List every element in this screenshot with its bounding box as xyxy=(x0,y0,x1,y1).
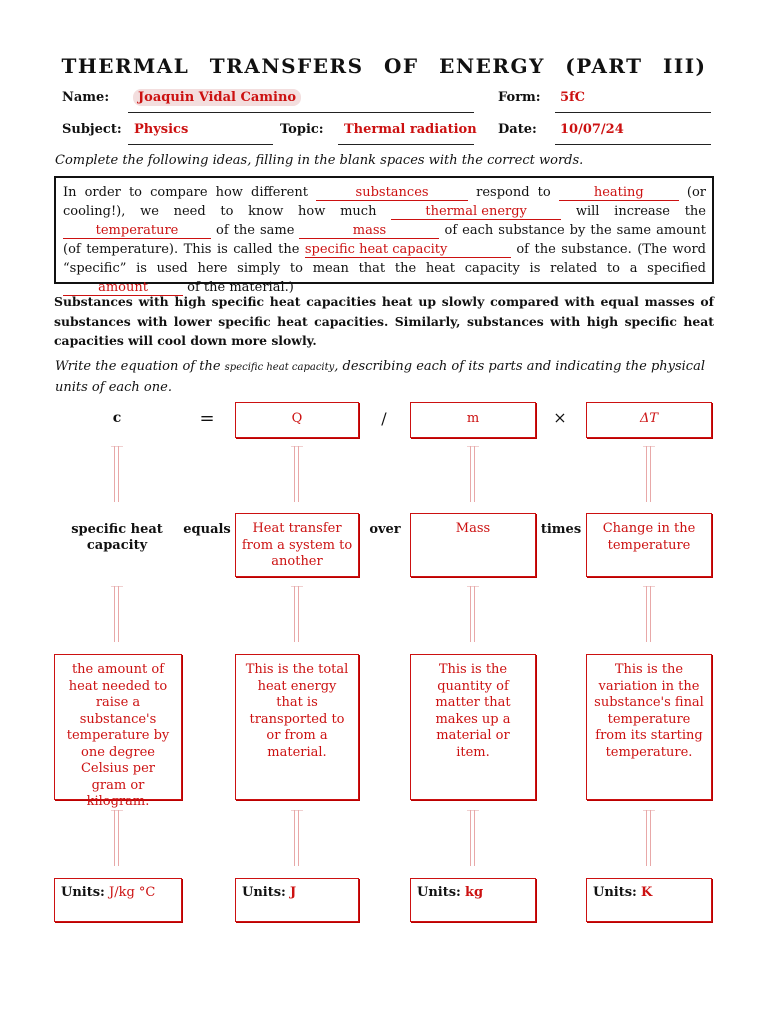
description-delta-t-box[interactable]: This is the variation in the substance's final temperature from its starting temperature. xyxy=(586,654,712,800)
symbol-c: c xyxy=(112,410,122,426)
arrow-down-icon xyxy=(293,810,301,866)
page-title: THERMAL TRANSFERS OF ENERGY (PART III) xyxy=(61,54,707,78)
units-q-box[interactable]: Units: J xyxy=(235,878,359,922)
name-underline xyxy=(128,112,474,113)
divide-sign: / xyxy=(381,409,387,428)
arrow-down-icon xyxy=(469,810,477,866)
form-label: Form: xyxy=(498,90,541,105)
blank-temperature[interactable]: temperature xyxy=(63,224,211,239)
units-c-value: J/kg °C xyxy=(109,885,156,900)
units-delta-t-value: K xyxy=(641,885,653,900)
arrow-down-icon xyxy=(645,446,653,502)
blank-specific-heat-capacity[interactable]: specific heat capacity xyxy=(305,243,511,258)
topic-label: Topic: xyxy=(280,122,324,137)
subject-underline xyxy=(128,144,273,145)
description-q-box[interactable]: This is the total heat energy that is transported to or from a material. xyxy=(235,654,359,800)
arrow-down-icon xyxy=(113,446,121,502)
description-c-box[interactable]: the amount of heat needed to raise a substance's temperature by one degree Celsius per gram or kilogram. xyxy=(54,654,182,800)
subject-value[interactable]: Physics xyxy=(134,122,189,137)
arrow-down-icon xyxy=(113,810,121,866)
summary-paragraph: Substances with high specific heat capacities heat up slowly compared with equal masses of substances with lower specific heat capacities. Similarly, substances with high specific heat capacities will cool down more slowly. xyxy=(54,294,714,348)
fill-blanks-paragraph: In order to compare how different substances respond to heating (or cooling!), we need to know how much thermal energy will increase the temperature of the same mass of each substance by the same amount (of temperature). This is called the specific heat capacity of the substance. (The word “specific” is used here simply to mean that the heat capacity is related to a specified amount of the material.) xyxy=(54,176,714,284)
date-label: Date: xyxy=(498,122,537,137)
word-m-box[interactable]: Mass xyxy=(410,513,536,577)
date-value[interactable]: 10/07/24 xyxy=(560,122,624,137)
word-over: over xyxy=(369,522,401,537)
blank-mass[interactable]: mass xyxy=(299,224,439,239)
description-m-box[interactable]: This is the quantity of matter that makes up a material or item. xyxy=(410,654,536,800)
name-value[interactable]: Joaquin Vidal Camino xyxy=(133,89,301,106)
equals-sign: = xyxy=(199,408,215,429)
arrow-down-icon xyxy=(293,446,301,502)
form-underline xyxy=(555,112,711,113)
word-specific-heat-capacity: specific heat capacity xyxy=(71,522,163,553)
units-m-value: kg xyxy=(465,885,484,900)
instruction-fill-blanks: Complete the following ideas, filling in the blank spaces with the correct words. xyxy=(55,153,584,168)
symbol-m-box[interactable]: m xyxy=(410,402,536,438)
units-delta-t-box[interactable]: Units: K xyxy=(586,878,712,922)
symbol-q-box[interactable]: Q xyxy=(235,402,359,438)
arrow-down-icon xyxy=(645,586,653,642)
topic-value[interactable]: Thermal radiation xyxy=(344,122,477,137)
blank-heating[interactable]: heating xyxy=(559,186,679,201)
instruction-equation: Write the equation of the specific heat capacity, describing each of its parts and indicating the physical units of each one. xyxy=(55,359,705,395)
units-m-box[interactable]: Units: kg xyxy=(410,878,536,922)
topic-underline xyxy=(338,144,474,145)
arrow-down-icon xyxy=(469,586,477,642)
date-underline xyxy=(555,144,711,145)
name-label: Name: xyxy=(62,90,110,105)
blank-substances[interactable]: substances xyxy=(316,186,468,201)
arrow-down-icon xyxy=(293,586,301,642)
blank-thermal-energy[interactable]: thermal energy xyxy=(391,205,561,220)
times-sign: × xyxy=(553,408,567,427)
word-equals: equals xyxy=(183,522,231,537)
arrow-down-icon xyxy=(113,586,121,642)
word-times: times xyxy=(540,522,582,537)
units-c-box[interactable]: Units: J/kg °C xyxy=(54,878,182,922)
word-delta-t-box[interactable]: Change in the temperature xyxy=(586,513,712,577)
symbol-delta-t-box[interactable]: ΔT xyxy=(586,402,712,438)
form-value[interactable]: 5fC xyxy=(560,90,585,105)
arrow-down-icon xyxy=(469,446,477,502)
subject-label: Subject: xyxy=(62,122,122,137)
word-q-box[interactable]: Heat transfer from a system to another xyxy=(235,513,359,577)
blank-amount[interactable]: amount xyxy=(63,281,183,296)
units-q-value: J xyxy=(290,885,297,900)
arrow-down-icon xyxy=(645,810,653,866)
